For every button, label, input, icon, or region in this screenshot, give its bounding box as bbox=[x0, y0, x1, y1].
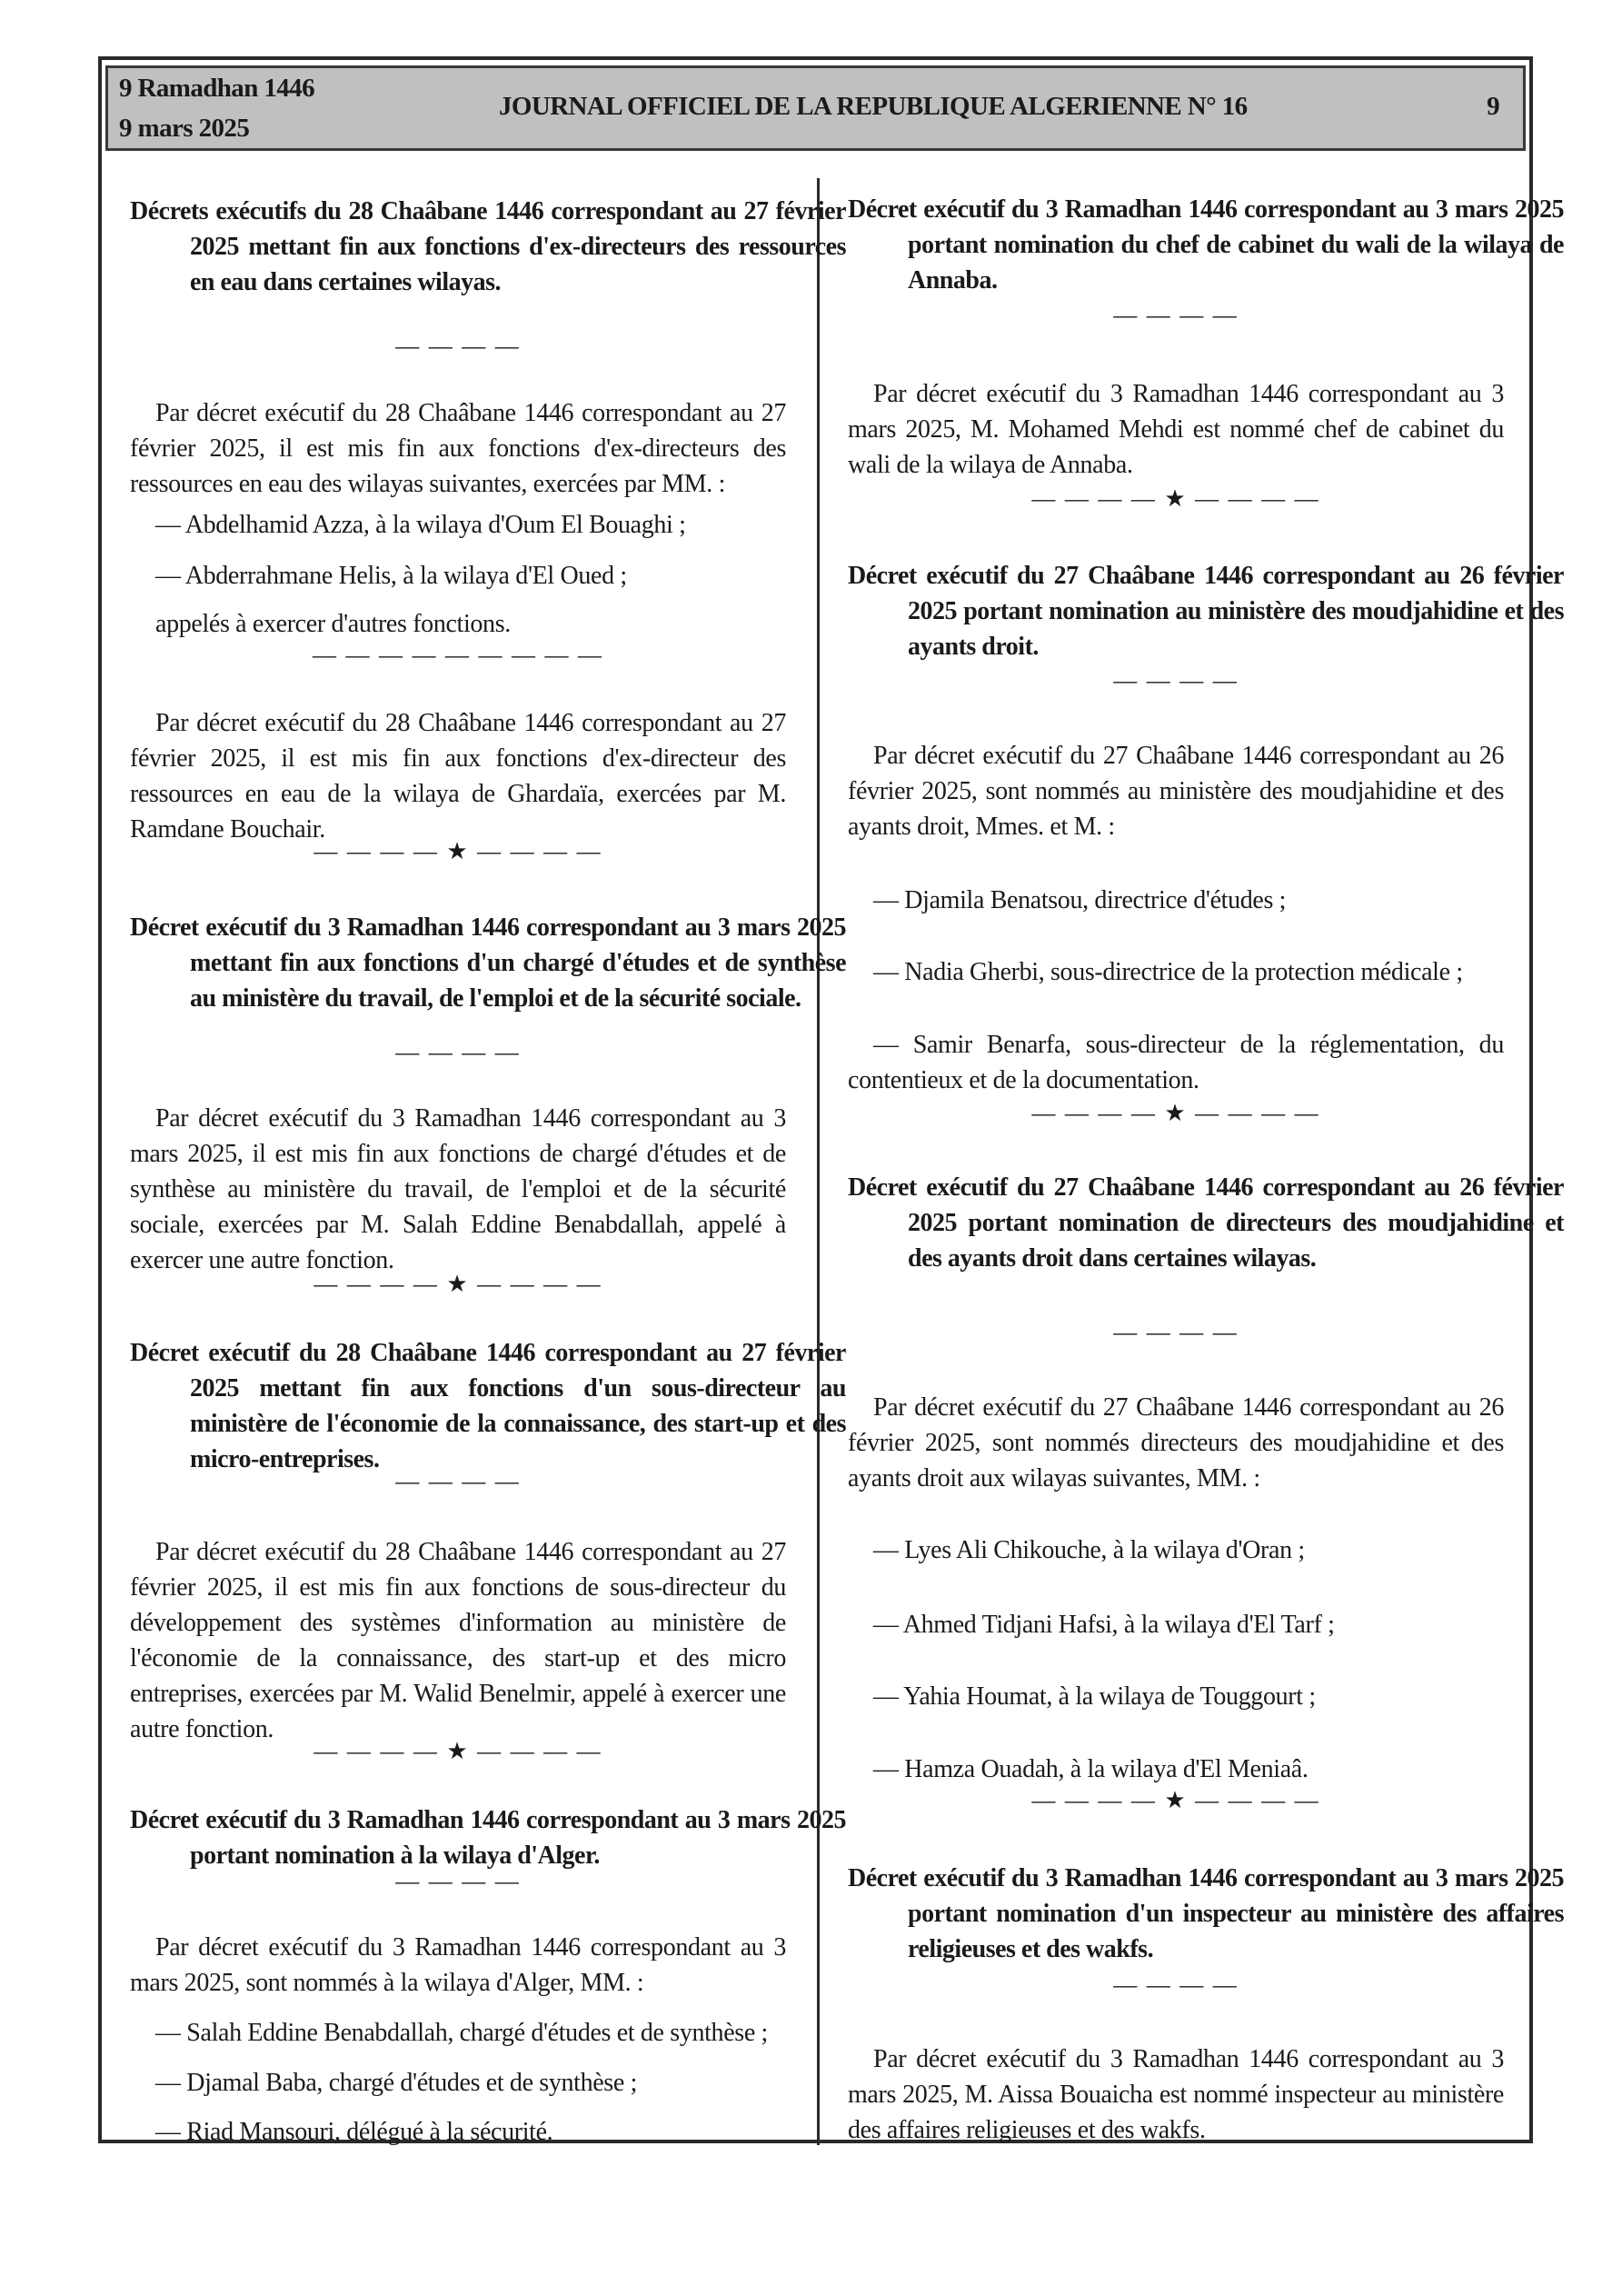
list-item: — Abdelhamid Azza, à la wilaya d'Oum El Bouaghi ; bbox=[155, 511, 686, 539]
decree-paragraph: Par décret exécutif du 3 Ramadhan 1446 correspondant au 3 mars 2025, il est mis fin aux fonctions de chargé d'études et de synthèse au ministère du travail, de l'emploi et de la sécurité sociale, exercées par M. Salah Eddine Benabdallah, appelé à exercer une autre fonction. bbox=[130, 1104, 786, 1274]
separator: — — — — bbox=[1113, 667, 1239, 694]
decree-paragraph: Par décret exécutif du 3 Ramadhan 1446 correspondant au 3 mars 2025, M. Mohamed Mehdi est nommé chef de cabinet du wali de la wilaya de Annaba. bbox=[848, 380, 1504, 479]
decree-title: Décret exécutif du 28 Chaâbane 1446 correspondant au 27 février 2025 mettant fin aux fonctions d'un sous-directeur au ministère de l'économie de la connaissance, des start-up et des micro-entreprises. bbox=[130, 1339, 846, 1473]
list-item: — Salah Eddine Benabdallah, chargé d'études et de synthèse ; bbox=[155, 2019, 768, 2047]
decree-title: Décret exécutif du 3 Ramadhan 1446 correspondant au 3 mars 2025 mettant fin aux fonctions d'un chargé d'études et de synthèse au ministère du travail, de l'emploi et de la sécurité sociale. bbox=[130, 913, 846, 1013]
decree-paragraph: Par décret exécutif du 27 Chaâbane 1446 correspondant au 26 février 2025, sont nommés au ministère des moudjahidine et des ayants droit, Mmes. et M. : bbox=[848, 742, 1504, 841]
list-item: — Abderrahmane Helis, à la wilaya d'El Oued ; bbox=[155, 562, 627, 590]
star-separator: — — — — ★ — — — — bbox=[313, 838, 602, 864]
decree-title: Décret exécutif du 27 Chaâbane 1446 correspondant au 26 février 2025 portant nomination au ministère des moudjahidine et des ayants droit. bbox=[848, 562, 1564, 661]
list-item: — Yahia Houmat, à la wilaya de Touggourt ; bbox=[873, 1682, 1316, 1711]
header-hijri-date: 9 Ramadhan 1446 bbox=[119, 74, 314, 103]
separator: — — — — bbox=[395, 1468, 521, 1494]
decree-paragraph: Par décret exécutif du 28 Chaâbane 1446 correspondant au 27 février 2025, il est mis fin aux fonctions d'ex-directeur des ressources en eau de la wilaya de Ghardaïa, exercées par M. Ramdane Bouchair. bbox=[130, 709, 786, 844]
separator: — — — — bbox=[395, 1868, 521, 1894]
list-item: — Ahmed Tidjani Hafsi, à la wilaya d'El Tarf ; bbox=[873, 1611, 1335, 1639]
separator: — — — — — — — — — bbox=[313, 642, 603, 668]
star-separator: — — — — ★ — — — — bbox=[313, 1738, 602, 1764]
list-item: — Lyes Ali Chikouche, à la wilaya d'Oran ; bbox=[873, 1536, 1305, 1564]
decree-paragraph: Par décret exécutif du 27 Chaâbane 1446 correspondant au 26 février 2025, sont nommés directeurs des moudjahidine et des ayants droit aux wilayas suivantes, MM. : bbox=[848, 1393, 1504, 1492]
decree-closing: appelés à exercer d'autres fonctions. bbox=[155, 610, 511, 638]
decree-paragraph: Par décret exécutif du 3 Ramadhan 1446 correspondant au 3 mars 2025, M. Aissa Bouaicha est nommé inspecteur au ministère des affaires religieuses et des wakfs. bbox=[848, 2045, 1504, 2144]
list-item: — Djamal Baba, chargé d'études et de synthèse ; bbox=[155, 2069, 638, 2097]
star-separator: — — — — ★ — — — — bbox=[1031, 485, 1320, 512]
separator: — — — — bbox=[395, 1039, 521, 1065]
decree-title: Décret exécutif du 3 Ramadhan 1446 correspondant au 3 mars 2025 portant nomination du chef de cabinet du wali de la wilaya de Annaba. bbox=[848, 195, 1564, 294]
separator: — — — — bbox=[1113, 1972, 1239, 1998]
header-title: JOURNAL OFFICIEL DE LA REPUBLIQUE ALGERIENNE N° 16 bbox=[499, 92, 1248, 121]
page-number: 9 bbox=[1487, 92, 1499, 121]
decree-title: Décrets exécutifs du 28 Chaâbane 1446 correspondant au 27 février 2025 mettant fin aux fonctions d'ex-directeurs des ressources en eau dans certaines wilayas. bbox=[130, 197, 846, 296]
list-item: — Samir Benarfa, sous-directeur de la réglementation, du contentieux et de la documentation. bbox=[848, 1031, 1504, 1094]
separator: — — — — bbox=[1113, 1319, 1239, 1345]
header-date: 9 mars 2025 bbox=[119, 114, 250, 143]
decree-title: Décret exécutif du 3 Ramadhan 1446 correspondant au 3 mars 2025 portant nomination à la wilaya d'Alger. bbox=[130, 1806, 846, 1870]
decree-paragraph: Par décret exécutif du 28 Chaâbane 1446 correspondant au 27 février 2025, il est mis fin aux fonctions de sous-directeur du développement des systèmes d'information au ministère de l'économie de la connaissance, des start-up et des micro entreprises, exercées par M. Walid Benelmir, appelé à exercer une autre fonction. bbox=[130, 1538, 786, 1743]
page-header bbox=[105, 65, 1526, 151]
decree-title: Décret exécutif du 3 Ramadhan 1446 correspondant au 3 mars 2025 portant nomination d'un inspecteur au ministère des affaires religieuses et des wakfs. bbox=[848, 1864, 1564, 1963]
list-item: — Nadia Gherbi, sous-directrice de la protection médicale ; bbox=[873, 958, 1463, 986]
separator: — — — — bbox=[1113, 302, 1239, 328]
star-separator: — — — — ★ — — — — bbox=[1031, 1100, 1320, 1126]
list-item: — Djamila Benatsou, directrice d'études ; bbox=[873, 886, 1287, 914]
star-separator: — — — — ★ — — — — bbox=[1031, 1787, 1320, 1813]
separator: — — — — bbox=[395, 333, 521, 359]
list-item: — Riad Mansouri, délégué à la sécurité. bbox=[155, 2118, 553, 2146]
decree-title: Décret exécutif du 27 Chaâbane 1446 correspondant au 26 février 2025 portant nomination de directeurs des moudjahidine et des ayants droit dans certaines wilayas. bbox=[848, 1173, 1564, 1273]
star-separator: — — — — ★ — — — — bbox=[313, 1271, 602, 1297]
decree-paragraph: Par décret exécutif du 3 Ramadhan 1446 correspondant au 3 mars 2025, sont nommés à la wilaya d'Alger, MM. : bbox=[130, 1933, 786, 1997]
list-item: — Hamza Ouadah, à la wilaya d'El Meniaâ. bbox=[873, 1755, 1309, 1783]
decree-paragraph: Par décret exécutif du 28 Chaâbane 1446 correspondant au 27 février 2025, il est mis fin aux fonctions d'ex-directeurs des ressources en eau des wilayas suivantes, exercées par MM. : bbox=[130, 399, 786, 498]
